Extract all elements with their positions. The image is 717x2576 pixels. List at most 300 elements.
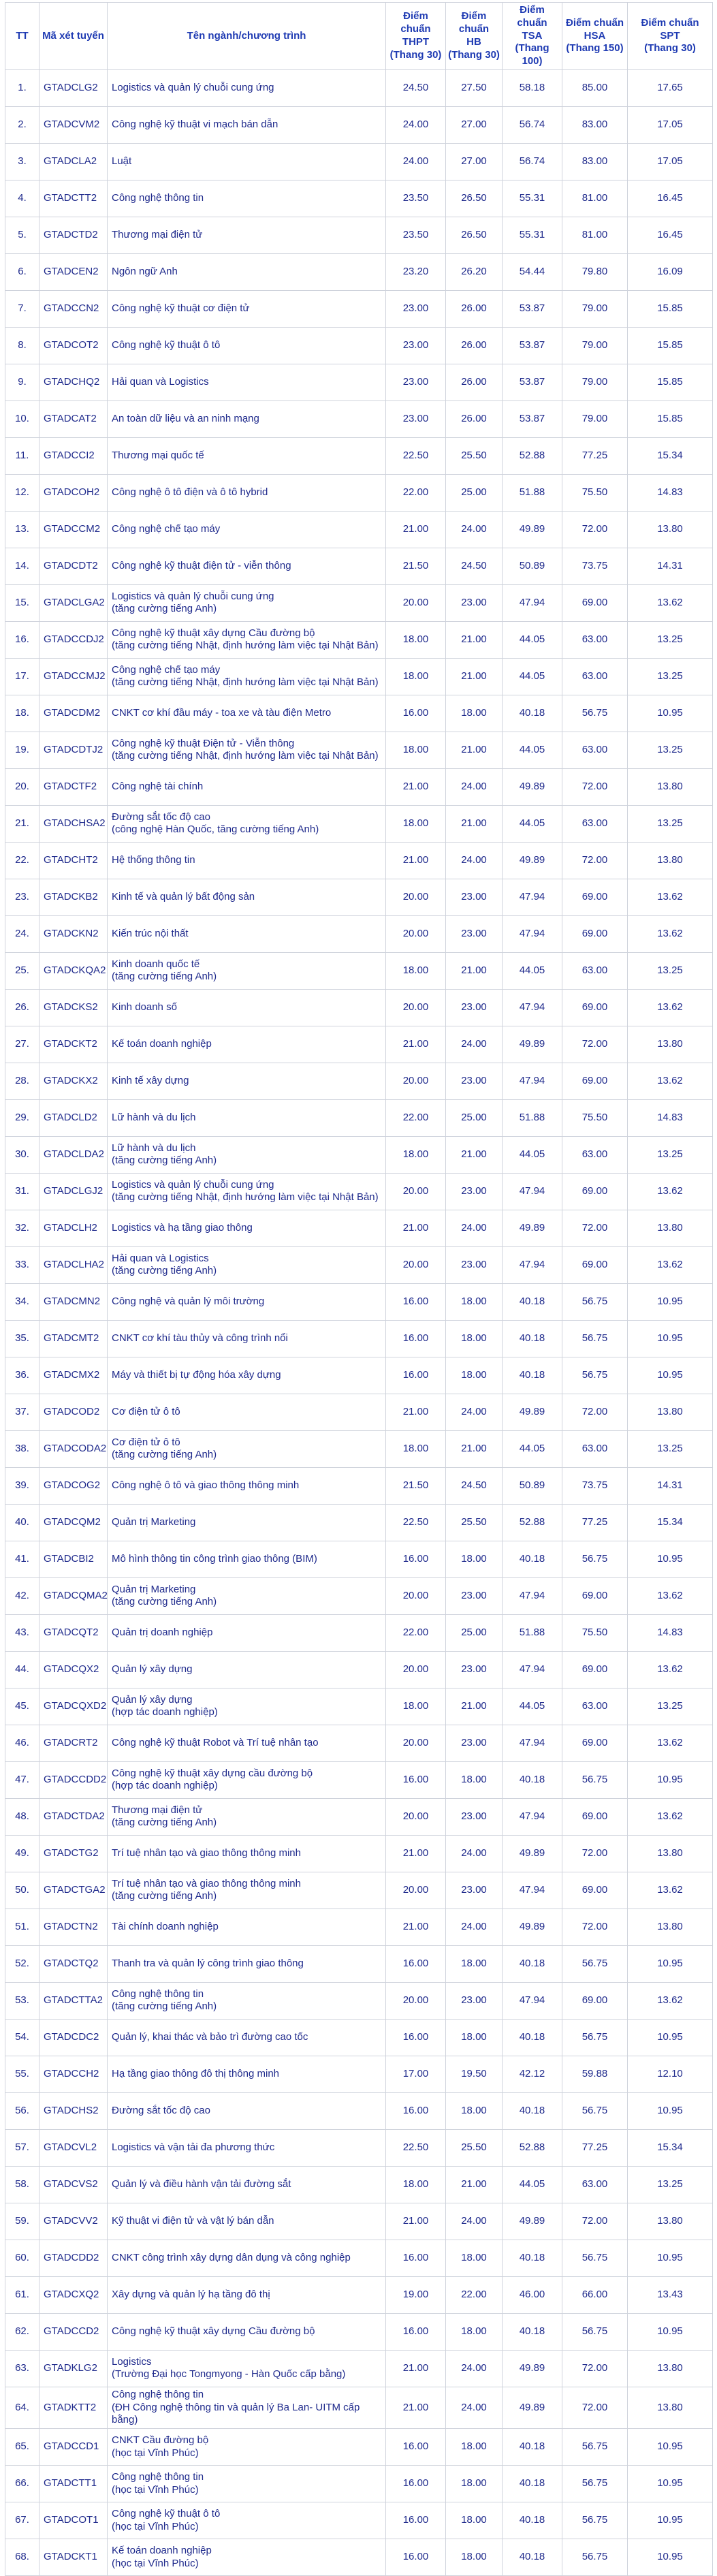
table-row — [5, 511, 713, 548]
row-index: 2. — [5, 106, 39, 143]
score-hsa: 56.75 — [562, 2502, 628, 2539]
admission-code: GTADCCDD2 — [39, 1761, 108, 1798]
row-index: 30. — [5, 1136, 39, 1173]
score-hsa: 56.75 — [562, 2539, 628, 2576]
program-name — [108, 768, 386, 805]
program-name — [108, 989, 386, 1026]
score-spt: 17.05 — [628, 106, 713, 143]
score-tsa: 49.89 — [503, 1026, 562, 1063]
admission-code: GTADCOT2 — [39, 327, 108, 364]
admission-code: GTADCQT2 — [39, 1614, 108, 1651]
program-name — [108, 1136, 386, 1173]
score-tsa: 53.87 — [503, 364, 562, 400]
table-row — [5, 1982, 713, 2019]
score-thpt: 20.00 — [386, 989, 446, 1026]
score-hb: 24.00 — [446, 1394, 503, 1430]
program-name-note: (tăng cường tiếng Nhật, định hướng làm việc tại Nhật Bản) — [112, 640, 379, 652]
admission-code: GTADCDT2 — [39, 548, 108, 584]
table-row — [5, 143, 713, 180]
table-row — [5, 732, 713, 768]
program-name-line: Công nghệ kỹ thuật điện tử - viễn thông — [112, 559, 291, 571]
score-tsa: 51.88 — [503, 1099, 562, 1136]
score-spt: 13.80 — [628, 1210, 713, 1246]
score-spt: 10.95 — [628, 2502, 713, 2539]
admission-code: GTADKLG2 — [39, 2350, 108, 2387]
score-tsa: 47.94 — [503, 1063, 562, 1099]
row-index: 47. — [5, 1761, 39, 1798]
score-spt: 13.62 — [628, 915, 713, 952]
score-thpt: 18.00 — [386, 1430, 446, 1467]
table-row — [5, 1945, 713, 1982]
score-hb: 26.00 — [446, 400, 503, 437]
program-name-note: (tăng cường tiếng Nhật, định hướng làm việc tại Nhật Bản) — [112, 676, 379, 689]
program-name-line: Thương mại điện tử — [112, 228, 203, 240]
row-index: 36. — [5, 1357, 39, 1394]
score-thpt: 20.00 — [386, 879, 446, 915]
row-index: 28. — [5, 1063, 39, 1099]
admission-code: GTADCTDA2 — [39, 1798, 108, 1835]
score-thpt: 18.00 — [386, 658, 446, 695]
row-index: 23. — [5, 879, 39, 915]
score-hsa: 75.50 — [562, 1099, 628, 1136]
program-name-line: Luật — [112, 155, 132, 167]
program-name — [108, 400, 386, 437]
program-name — [108, 2203, 386, 2240]
score-hb: 24.00 — [446, 2203, 503, 2240]
row-index: 40. — [5, 1504, 39, 1541]
row-index: 41. — [5, 1541, 39, 1577]
program-name-line: Logistics và quản lý chuỗi cung ứng — [112, 590, 274, 602]
row-index: 45. — [5, 1688, 39, 1725]
program-name-line: Hệ thống thông tin — [112, 853, 195, 866]
score-tsa: 49.89 — [503, 1210, 562, 1246]
score-hsa: 56.75 — [562, 1945, 628, 1982]
score-tsa: 58.18 — [503, 69, 562, 106]
score-spt: 13.25 — [628, 1136, 713, 1173]
program-name-line: Máy và thiết bị tự động hóa xây dựng — [112, 1368, 281, 1381]
row-index: 26. — [5, 989, 39, 1026]
score-tsa: 47.94 — [503, 915, 562, 952]
score-hb: 24.00 — [446, 1210, 503, 1246]
program-name-note: (Trường Đại học Tongmyong - Hàn Quốc cấp bằng) — [112, 2368, 346, 2381]
score-thpt: 20.00 — [386, 584, 446, 621]
score-spt: 13.80 — [628, 2203, 713, 2240]
score-spt: 15.34 — [628, 2129, 713, 2166]
score-thpt: 21.00 — [386, 2203, 446, 2240]
table-row — [5, 1835, 713, 1872]
score-hb: 25.50 — [446, 437, 503, 474]
admission-code: GTADCTD2 — [39, 217, 108, 253]
score-spt: 13.80 — [628, 1835, 713, 1872]
score-thpt: 22.50 — [386, 2129, 446, 2166]
program-name-line: Trí tuệ nhân tạo và giao thông thông minh — [112, 1877, 301, 1889]
row-index: 49. — [5, 1835, 39, 1872]
program-name-note: (tăng cường tiếng Anh) — [112, 1817, 217, 1829]
admission-code: GTADCOD2 — [39, 1394, 108, 1430]
score-tsa: 49.89 — [503, 1394, 562, 1430]
score-thpt: 18.00 — [386, 952, 446, 989]
score-thpt: 21.00 — [386, 768, 446, 805]
score-hb: 25.50 — [446, 1504, 503, 1541]
table-row — [5, 290, 713, 327]
score-spt: 13.80 — [628, 768, 713, 805]
admission-code: GTADCLDA2 — [39, 1136, 108, 1173]
admission-code: GTADCQM2 — [39, 1504, 108, 1541]
score-tsa: 44.05 — [503, 1430, 562, 1467]
admission-code: GTADCLA2 — [39, 143, 108, 180]
admission-code: GTADCTQ2 — [39, 1945, 108, 1982]
score-hb: 23.00 — [446, 1063, 503, 1099]
score-tsa: 44.05 — [503, 621, 562, 658]
row-index: 55. — [5, 2056, 39, 2092]
score-hsa: 81.00 — [562, 180, 628, 217]
score-hb: 23.00 — [446, 989, 503, 1026]
program-name-line: Mô hình thông tin công trình giao thông (BIM) — [112, 1552, 317, 1565]
score-tsa: 49.89 — [503, 511, 562, 548]
row-index: 14. — [5, 548, 39, 584]
row-index: 62. — [5, 2313, 39, 2350]
program-name-line: Kế toán doanh nghiệp — [112, 1037, 212, 1050]
row-index: 19. — [5, 732, 39, 768]
score-spt: 10.95 — [628, 1357, 713, 1394]
score-thpt: 23.00 — [386, 400, 446, 437]
admission-scores-table — [5, 2, 713, 2576]
score-hsa: 73.75 — [562, 1467, 628, 1504]
program-name-note: (học tại Vĩnh Phúc) — [112, 2483, 199, 2496]
score-spt: 14.83 — [628, 1614, 713, 1651]
score-hb: 24.00 — [446, 1909, 503, 1945]
row-index: 33. — [5, 1246, 39, 1283]
score-spt: 13.25 — [628, 805, 713, 842]
admission-code: GTADCKT2 — [39, 1026, 108, 1063]
program-name-note: (ĐH Công nghệ thông tin và quản lý Ba Lan- UITM cấp bằng) — [112, 2401, 360, 2426]
admission-code: GTADCDD2 — [39, 2240, 108, 2276]
row-index: 9. — [5, 364, 39, 400]
score-tsa: 47.94 — [503, 989, 562, 1026]
score-hsa: 69.00 — [562, 1982, 628, 2019]
score-thpt: 23.00 — [386, 290, 446, 327]
score-tsa: 47.94 — [503, 1246, 562, 1283]
admission-code: GTADCLGA2 — [39, 584, 108, 621]
score-thpt: 22.50 — [386, 1504, 446, 1541]
score-thpt: 23.00 — [386, 364, 446, 400]
score-spt: 13.62 — [628, 1798, 713, 1835]
score-tsa: 47.94 — [503, 1651, 562, 1688]
score-hsa: 56.75 — [562, 1357, 628, 1394]
program-name — [108, 253, 386, 290]
program-name-line: CNKT công trình xây dựng dân dụng và công nghiệp — [112, 2251, 351, 2263]
program-name — [108, 584, 386, 621]
score-hsa: 69.00 — [562, 879, 628, 915]
admission-code: GTADCODA2 — [39, 1430, 108, 1467]
score-tsa: 53.87 — [503, 400, 562, 437]
row-index: 65. — [5, 2429, 39, 2466]
program-name-line: CNKT cơ khí tàu thủy và công trình nổi — [112, 1332, 288, 1344]
program-name — [108, 621, 386, 658]
score-hsa: 66.00 — [562, 2276, 628, 2313]
score-thpt: 18.00 — [386, 1136, 446, 1173]
score-hb: 24.00 — [446, 2387, 503, 2428]
score-tsa: 40.18 — [503, 2313, 562, 2350]
row-index: 24. — [5, 915, 39, 952]
score-hb: 21.00 — [446, 2166, 503, 2203]
score-thpt: 23.50 — [386, 217, 446, 253]
score-hb: 25.00 — [446, 1099, 503, 1136]
row-index: 51. — [5, 1909, 39, 1945]
program-name — [108, 2092, 386, 2129]
score-tsa: 47.94 — [503, 584, 562, 621]
score-hsa: 63.00 — [562, 2166, 628, 2203]
program-name-note: (tăng cường tiếng Anh) — [112, 1890, 217, 1902]
program-name — [108, 1909, 386, 1945]
score-thpt: 18.00 — [386, 805, 446, 842]
row-index: 29. — [5, 1099, 39, 1136]
table-row — [5, 1761, 713, 1798]
admission-code: GTADCCI2 — [39, 437, 108, 474]
score-hsa: 63.00 — [562, 805, 628, 842]
program-name-line: Cơ điện tử ô tô — [112, 1436, 180, 1448]
score-spt: 13.43 — [628, 2276, 713, 2313]
score-hsa: 69.00 — [562, 915, 628, 952]
admission-code: GTADCTF2 — [39, 768, 108, 805]
admission-code: GTADCHT2 — [39, 842, 108, 879]
program-name — [108, 511, 386, 548]
program-name — [108, 805, 386, 842]
row-index: 63. — [5, 2350, 39, 2387]
score-spt: 12.10 — [628, 2056, 713, 2092]
score-thpt: 24.00 — [386, 143, 446, 180]
score-spt: 13.25 — [628, 1688, 713, 1725]
score-thpt: 16.00 — [386, 2313, 446, 2350]
score-hsa: 77.25 — [562, 1504, 628, 1541]
score-hsa: 56.75 — [562, 2313, 628, 2350]
score-hb: 18.00 — [446, 2240, 503, 2276]
row-index: 11. — [5, 437, 39, 474]
score-tsa: 47.94 — [503, 1577, 562, 1614]
program-name — [108, 1026, 386, 1063]
score-thpt: 16.00 — [386, 2019, 446, 2056]
admission-code: GTADCLG2 — [39, 69, 108, 106]
admission-code: GTADCVS2 — [39, 2166, 108, 2203]
row-index: 67. — [5, 2502, 39, 2539]
score-spt: 13.25 — [628, 658, 713, 695]
program-name — [108, 2056, 386, 2092]
table-row — [5, 1210, 713, 1246]
score-hb: 23.00 — [446, 915, 503, 952]
score-hsa: 59.88 — [562, 2056, 628, 2092]
header-tt: TT — [5, 3, 39, 70]
table-row — [5, 695, 713, 732]
table-row — [5, 69, 713, 106]
program-name-line: Công nghệ chế tạo máy — [112, 522, 221, 535]
score-tsa: 40.18 — [503, 1357, 562, 1394]
program-name — [108, 1210, 386, 1246]
table-row — [5, 2466, 713, 2502]
score-thpt: 17.00 — [386, 2056, 446, 2092]
program-name-line: Quản trị Marketing — [112, 1515, 196, 1528]
program-name — [108, 548, 386, 584]
score-thpt: 20.00 — [386, 1982, 446, 2019]
row-index: 48. — [5, 1798, 39, 1835]
admission-code: GTADCLGJ2 — [39, 1173, 108, 1210]
score-hb: 23.00 — [446, 1798, 503, 1835]
score-tsa: 49.89 — [503, 842, 562, 879]
program-name — [108, 658, 386, 695]
score-thpt: 20.00 — [386, 915, 446, 952]
program-name — [108, 2019, 386, 2056]
table-row — [5, 1651, 713, 1688]
program-name-line: Kinh doanh số — [112, 1001, 177, 1013]
score-hb: 21.00 — [446, 805, 503, 842]
score-hb: 18.00 — [446, 2019, 503, 2056]
program-name — [108, 732, 386, 768]
program-name-line: Công nghệ kỹ thuật xây dựng Cầu đường bộ — [112, 2325, 315, 2337]
program-name — [108, 1725, 386, 1761]
score-spt: 17.05 — [628, 143, 713, 180]
score-hb: 21.00 — [446, 732, 503, 768]
score-thpt: 21.00 — [386, 2387, 446, 2428]
table-row — [5, 584, 713, 621]
score-tsa: 56.74 — [503, 106, 562, 143]
score-hsa: 69.00 — [562, 1798, 628, 1835]
score-hsa: 69.00 — [562, 1173, 628, 1210]
score-tsa: 53.87 — [503, 327, 562, 364]
admission-code: GTADKTT2 — [39, 2387, 108, 2428]
score-thpt: 16.00 — [386, 2539, 446, 2576]
program-name — [108, 1357, 386, 1394]
table-row — [5, 2056, 713, 2092]
score-spt: 13.62 — [628, 879, 713, 915]
score-spt: 10.95 — [628, 2240, 713, 2276]
table-row — [5, 1798, 713, 1835]
table-row — [5, 1688, 713, 1725]
score-tsa: 40.18 — [503, 2092, 562, 2129]
program-name-line: Công nghệ kỹ thuật xây dựng Cầu đường bộ — [112, 627, 315, 639]
score-spt: 15.85 — [628, 290, 713, 327]
program-name — [108, 1688, 386, 1725]
score-thpt: 16.00 — [386, 2240, 446, 2276]
table-row — [5, 327, 713, 364]
score-spt: 10.95 — [628, 695, 713, 732]
program-name-line: Kinh doanh quốc tế — [112, 958, 200, 970]
score-hb: 24.50 — [446, 548, 503, 584]
program-name-line: Lữ hành và du lịch — [112, 1111, 196, 1123]
score-hsa: 69.00 — [562, 1577, 628, 1614]
score-hb: 24.50 — [446, 1467, 503, 1504]
score-hsa: 73.75 — [562, 548, 628, 584]
header-tsa: Điểm chuẩn TSA (Thang 100) — [503, 3, 562, 70]
score-hsa: 72.00 — [562, 1026, 628, 1063]
score-spt: 13.62 — [628, 584, 713, 621]
score-thpt: 21.00 — [386, 1026, 446, 1063]
program-name-line: Thương mại điện tử — [112, 1804, 203, 1816]
program-name — [108, 1320, 386, 1357]
program-name-note: (hợp tác doanh nghiệp) — [112, 1706, 218, 1718]
admission-code: GTADCCD1 — [39, 2429, 108, 2466]
score-tsa: 47.94 — [503, 879, 562, 915]
program-name — [108, 1651, 386, 1688]
program-name-line: Logistics và hạ tầng giao thông — [112, 1221, 253, 1234]
admission-code: GTADCCDJ2 — [39, 621, 108, 658]
program-name-line: Tài chính doanh nghiệp — [112, 1920, 219, 1932]
admission-code: GTADCOG2 — [39, 1467, 108, 1504]
row-index: 21. — [5, 805, 39, 842]
table-row — [5, 2313, 713, 2350]
score-thpt: 23.50 — [386, 180, 446, 217]
row-index: 3. — [5, 143, 39, 180]
score-thpt: 20.00 — [386, 1063, 446, 1099]
score-thpt: 20.00 — [386, 1725, 446, 1761]
program-name — [108, 2502, 386, 2539]
score-spt: 13.62 — [628, 1577, 713, 1614]
program-name-line: Kỹ thuật vi điện tử và vật lý bán dẫn — [112, 2214, 274, 2227]
score-hb: 23.00 — [446, 1982, 503, 2019]
table-row — [5, 1063, 713, 1099]
row-index: 43. — [5, 1614, 39, 1651]
admission-code: GTADCHS2 — [39, 2092, 108, 2129]
score-spt: 15.85 — [628, 364, 713, 400]
row-index: 52. — [5, 1945, 39, 1982]
score-hsa: 63.00 — [562, 621, 628, 658]
score-tsa: 53.87 — [503, 290, 562, 327]
score-spt: 13.62 — [628, 1246, 713, 1283]
program-name-line: Thanh tra và quản lý công trình giao thông — [112, 1957, 304, 1969]
score-hb: 23.00 — [446, 1725, 503, 1761]
program-name-line: Công nghệ và quản lý môi trường — [112, 1295, 265, 1307]
program-name-note: (tăng cường tiếng Anh) — [112, 2000, 217, 2013]
program-name — [108, 2429, 386, 2466]
program-name-note: (tăng cường tiếng Nhật, định hướng làm việc tại Nhật Bản) — [112, 1191, 379, 1204]
score-hsa: 72.00 — [562, 2350, 628, 2387]
table-row — [5, 2350, 713, 2387]
score-hb: 18.00 — [446, 1761, 503, 1798]
score-hsa: 63.00 — [562, 1688, 628, 1725]
table-row — [5, 658, 713, 695]
score-spt: 13.62 — [628, 1725, 713, 1761]
score-tsa: 40.18 — [503, 2502, 562, 2539]
program-name-note: (công nghệ Hàn Quốc, tăng cường tiếng Anh) — [112, 823, 319, 836]
table-row — [5, 1725, 713, 1761]
admission-code: GTADCKN2 — [39, 915, 108, 952]
program-name-line: Đường sắt tốc độ cao — [112, 811, 210, 823]
admission-code: GTADCVM2 — [39, 106, 108, 143]
score-tsa: 46.00 — [503, 2276, 562, 2313]
table-row — [5, 2092, 713, 2129]
row-index: 27. — [5, 1026, 39, 1063]
score-thpt: 21.00 — [386, 1909, 446, 1945]
score-thpt: 19.00 — [386, 2276, 446, 2313]
header-code: Mã xét tuyển — [39, 3, 108, 70]
row-index: 44. — [5, 1651, 39, 1688]
admission-code: GTADCQMA2 — [39, 1577, 108, 1614]
score-hb: 26.50 — [446, 217, 503, 253]
header-spt: Điểm chuẩn SPT (Thang 30) — [628, 3, 713, 70]
row-index: 4. — [5, 180, 39, 217]
score-spt: 17.65 — [628, 69, 713, 106]
score-hb: 18.00 — [446, 1357, 503, 1394]
program-name-line: Công nghệ kỹ thuật xây dựng cầu đường bộ — [112, 1767, 313, 1779]
program-name — [108, 2350, 386, 2387]
score-tsa: 44.05 — [503, 952, 562, 989]
score-hb: 23.00 — [446, 584, 503, 621]
program-name — [108, 437, 386, 474]
program-name — [108, 1798, 386, 1835]
table-row — [5, 805, 713, 842]
admission-code: GTADCKT1 — [39, 2539, 108, 2576]
score-hb: 26.00 — [446, 327, 503, 364]
admission-code: GTADCOH2 — [39, 474, 108, 511]
program-name — [108, 1945, 386, 1982]
